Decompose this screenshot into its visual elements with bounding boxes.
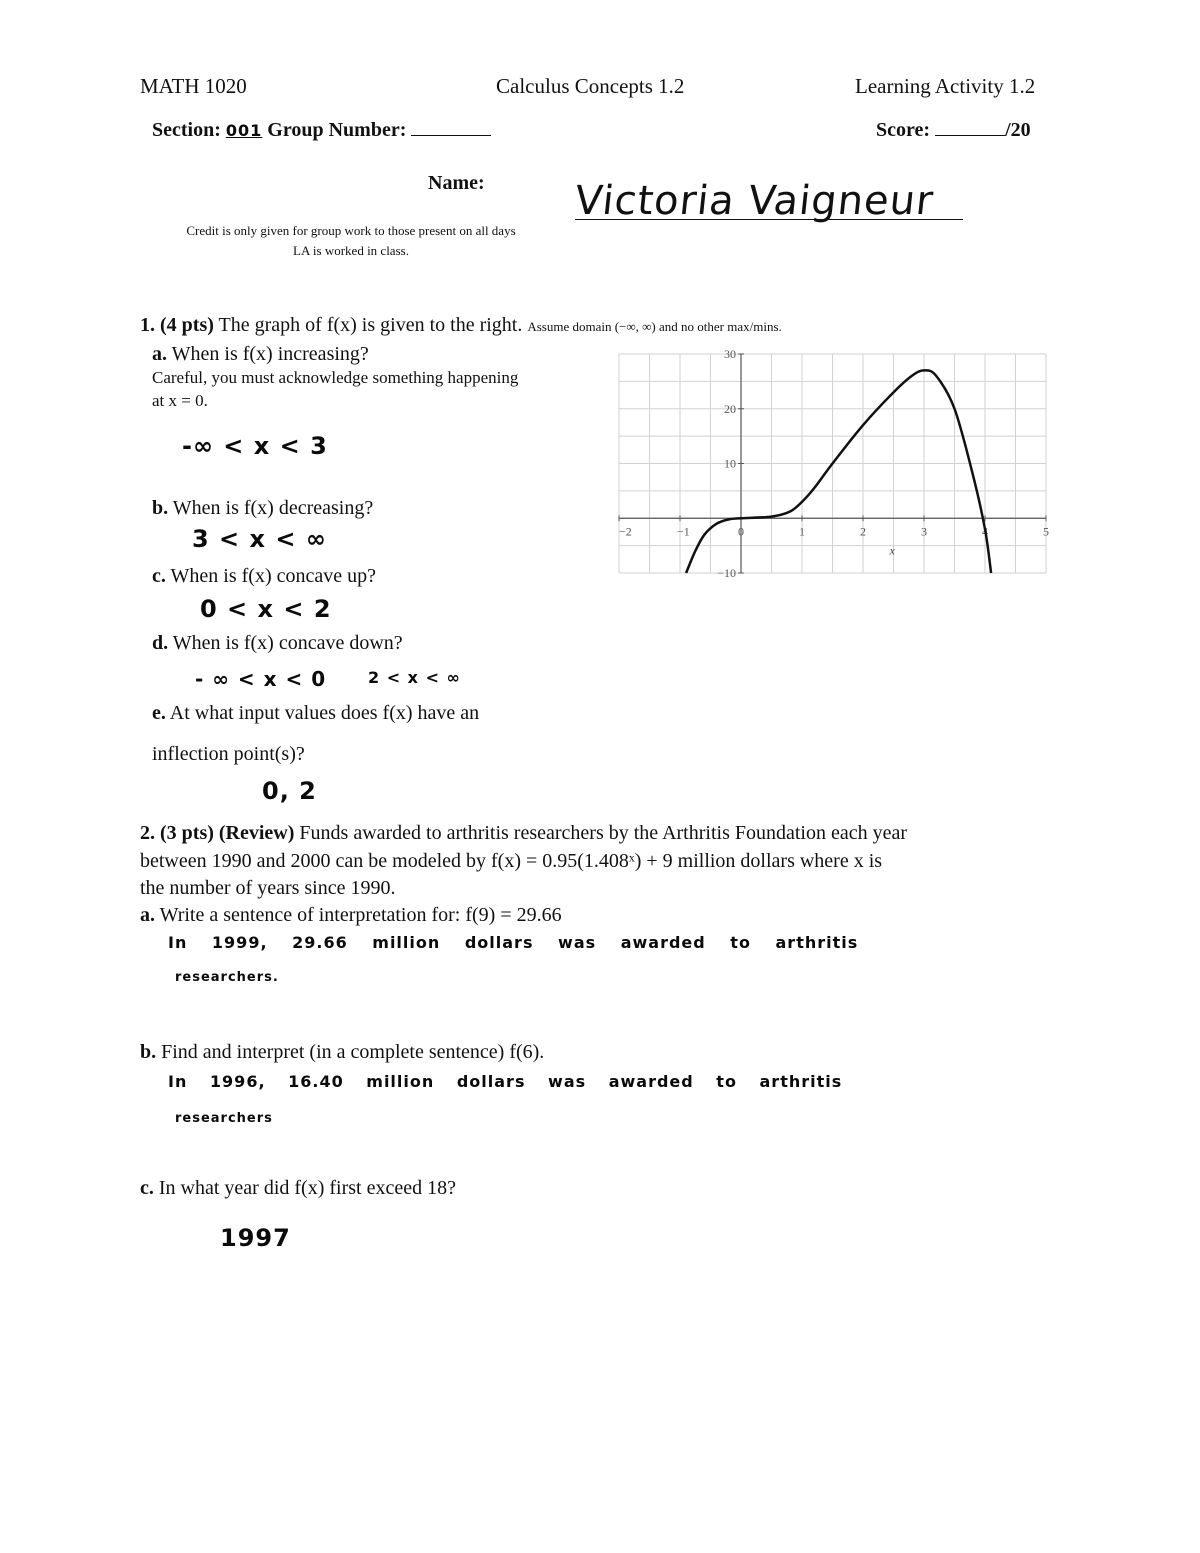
q2c-label: c. [140,1177,154,1199]
x-tick-label: 2 [860,524,866,539]
q2c [140,1177,456,1200]
q1a-answer[interactable]: -∞ < x < 3 [182,432,328,460]
section-label: Section: [152,119,221,141]
group-number-label: Group Number: [267,119,407,141]
q2c-answer[interactable]: 1997 [220,1224,291,1252]
section-field [152,117,491,142]
x-tick-label: −1 [677,524,690,539]
q2a-text: Write a sentence of interpretation for: f(9) = 29.66 [159,904,562,926]
q1c-label: c. [152,565,166,587]
q1c-answer[interactable]: 0 < x < 2 [200,595,332,623]
q2a-label: a. [140,904,155,926]
q2b-answer-2[interactable]: researchers [175,1111,273,1126]
x-tick-label: 1 [799,524,805,539]
activity-title: Learning Activity 1.2 [855,74,1036,98]
course-code: MATH 1020 [140,74,247,98]
x-tick-label: −2 [619,524,632,539]
q1-text: The graph of f(x) is given to the right. [218,314,523,336]
q2-text-2: between 1990 and 2000 can be modeled by f(x) = 0.95(1.408ˣ) + 9 million dollars where x is [140,850,883,872]
x-axis-label: x [889,543,895,558]
y-tick-label: 30 [724,347,736,361]
score-label: Score: [876,119,931,141]
q2b-text: Find and interpret (in a complete sentence) f(6). [161,1041,545,1063]
x-tick-label: 3 [921,524,927,539]
y-tick-label: 20 [724,401,736,416]
q2b-label: b. [140,1041,157,1063]
q1a-note-2: at x = 0. [152,391,208,410]
q2a-answer-1[interactable]: In 1999, 29.66 million dollars was awarded to arthritis [168,933,859,952]
q1d-label: d. [152,632,169,654]
group-number-blank[interactable] [411,117,491,136]
function-graph [600,340,1060,585]
q1e-label: e. [152,702,166,724]
q2a [140,904,562,927]
q1e-text-1: At what input values does f(x) have an [169,702,480,724]
score-blank[interactable] [935,117,1005,136]
q1a-text: When is f(x) increasing? [171,343,369,365]
q1d-text: When is f(x) concave down? [172,632,403,654]
q1-prompt [140,314,782,337]
q1b-label: b. [152,497,169,519]
q2b [140,1041,544,1064]
y-tick-label: −10 [717,566,736,580]
q2-text-1: Funds awarded to arthritis researchers by the Arthritis Foundation each year [299,822,908,844]
q1c [152,565,376,588]
q1b-answer[interactable]: 3 < x < ∞ [192,525,327,553]
q1-assume-note: Assume domain (−∞, ∞) and no other max/mins. [527,319,782,334]
x-tick-label: 5 [1043,524,1049,539]
q2c-text: In what year did f(x) first exceed 18? [158,1177,456,1199]
document-title: Calculus Concepts 1.2 [496,74,685,98]
q2a-answer-2[interactable]: researchers. [175,970,279,985]
score-total: /20 [1005,119,1031,141]
name-signature[interactable]: Victoria Vaigneur [572,178,936,224]
q1b [152,497,373,520]
x-tick-label: 4 [982,524,988,539]
q1a-label: a. [152,343,167,365]
name-underline [575,219,963,220]
q1e-answer[interactable]: 0, 2 [262,777,317,805]
section-value[interactable]: 001 [225,121,263,140]
q2-text-3: the number of years since 1990. [140,877,396,899]
q1b-text: When is f(x) decreasing? [172,497,374,519]
q1a-note-1: Careful, you must acknowledge something happening [152,368,519,387]
q1-number: 1. (4 pts) [140,314,214,336]
credit-note: Credit is only given for group work to those present on all days LA is worked in class. [186,223,516,258]
q1d-answer-1[interactable]: - ∞ < x < 0 [195,667,327,691]
q1d [152,632,403,655]
y-tick-label: 10 [724,456,736,471]
q1d-answer-2[interactable]: 2 < x < ∞ [368,668,461,687]
q1a [152,343,369,366]
q1c-text: When is f(x) concave up? [170,565,376,587]
q1e [152,702,479,725]
name-label: Name: [428,172,485,194]
score-field [876,117,1031,142]
q1e-text-2: inflection point(s)? [152,743,305,765]
x-tick-label: 0 [738,524,744,539]
q2-number: 2. (3 pts) (Review) [140,822,295,844]
q2-line-1 [140,822,907,845]
q2b-answer-1[interactable]: In 1996, 16.40 million dollars was awarded to arthritis [168,1072,843,1091]
